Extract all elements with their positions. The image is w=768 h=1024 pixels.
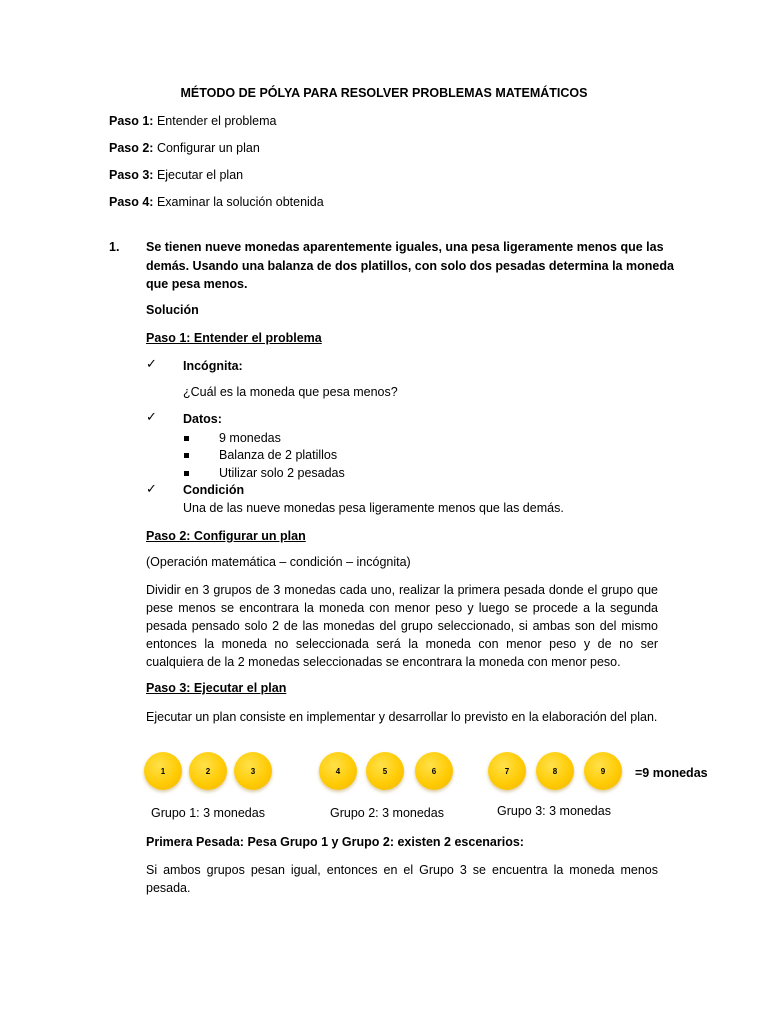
coin: 2 [189, 752, 227, 790]
problem-line: que pesa menos. [146, 277, 248, 291]
problem-line: demás. Usando una balanza de dos platillos, con solo dos pesadas determina la moneda [146, 259, 674, 273]
dato-item: Balanza de 2 platillos [219, 448, 338, 462]
step-label: Paso 3: [109, 168, 154, 182]
problem-line: Se tienen nueve monedas aparentemente iguales, una pesa ligeramente menos que las [146, 240, 664, 254]
check-icon: ✓ [146, 409, 157, 424]
paso3-heading: Paso 3: Ejecutar el plan [146, 681, 287, 695]
condicion-text: Una de las nueve monedas pesa ligeramente menos que las demás. [183, 501, 564, 515]
incognita-text: ¿Cuál es la moneda que pesa menos? [183, 385, 398, 399]
incognita-label: Incógnita: [183, 359, 243, 373]
paso2-heading: Paso 2: Configurar un plan [146, 529, 306, 543]
step-3 [109, 167, 243, 184]
coin: 8 [536, 752, 574, 790]
coins-total: =9 monedas [635, 766, 708, 780]
group-label: Grupo 1: 3 monedas [151, 806, 265, 820]
coin: 3 [234, 752, 272, 790]
square-bullet-icon [184, 436, 189, 441]
dato-item: Utilizar solo 2 pesadas [219, 466, 345, 480]
paso1-heading: Paso 1: Entender el problema [146, 331, 322, 345]
step-text: Entender el problema [153, 114, 277, 128]
coin: 1 [144, 752, 182, 790]
paso3-paragraph: Ejecutar un plan consiste en implementar y desarrollar lo previsto en la elaboración del plan. [146, 710, 658, 724]
check-icon: ✓ [146, 356, 157, 371]
step-text: Configurar un plan [153, 141, 260, 155]
step-label: Paso 4: [109, 195, 154, 209]
coin: 5 [366, 752, 404, 790]
paso2-paragraph: Dividir en 3 grupos de 3 monedas cada uno, realizar la primera pesada donde el grupo que pese menos se encontrara la moneda con menor peso y luego se procede a la segunda pesada pensado solo 2 de las monedas del grupo seleccionado, si ambas son del mismo entonces la moneda no seleccionada será la moneda con menor peso y de no ser cualquiera de la 2 monedas seleccionadas se encontrara la moneda con menor peso. [146, 583, 658, 669]
solution-heading: Solución [146, 303, 199, 317]
square-bullet-icon [184, 453, 189, 458]
problem-number: 1. [109, 240, 120, 254]
group-label: Grupo 2: 3 monedas [330, 806, 444, 820]
step-4 [109, 194, 324, 211]
datos-label: Datos: [183, 412, 222, 426]
check-icon: ✓ [146, 481, 157, 496]
dato-item: 9 monedas [219, 431, 281, 445]
step-2 [109, 140, 260, 157]
step-label: Paso 1: [109, 114, 154, 128]
scenario-text: Si ambos grupos pesan igual, entonces en el Grupo 3 se encuentra la moneda menos pesada. [146, 863, 658, 895]
step-text: Ejecutar el plan [153, 168, 244, 182]
first-weighing: Primera Pesada: Pesa Grupo 1 y Grupo 2: existen 2 escenarios: [146, 835, 524, 849]
square-bullet-icon [184, 471, 189, 476]
condicion-label: Condición [183, 483, 245, 497]
coin: 9 [584, 752, 622, 790]
coin: 4 [319, 752, 357, 790]
group-label: Grupo 3: 3 monedas [497, 804, 611, 818]
coin: 7 [488, 752, 526, 790]
paso2-formula: (Operación matemática – condición – incógnita) [146, 555, 411, 569]
document-title: MÉTODO DE PÓLYA PARA RESOLVER PROBLEMAS MATEMÁTICOS [180, 86, 588, 100]
step-1 [109, 113, 276, 130]
step-text: Examinar la solución obtenida [153, 195, 324, 209]
coin: 6 [415, 752, 453, 790]
step-label: Paso 2: [109, 141, 154, 155]
